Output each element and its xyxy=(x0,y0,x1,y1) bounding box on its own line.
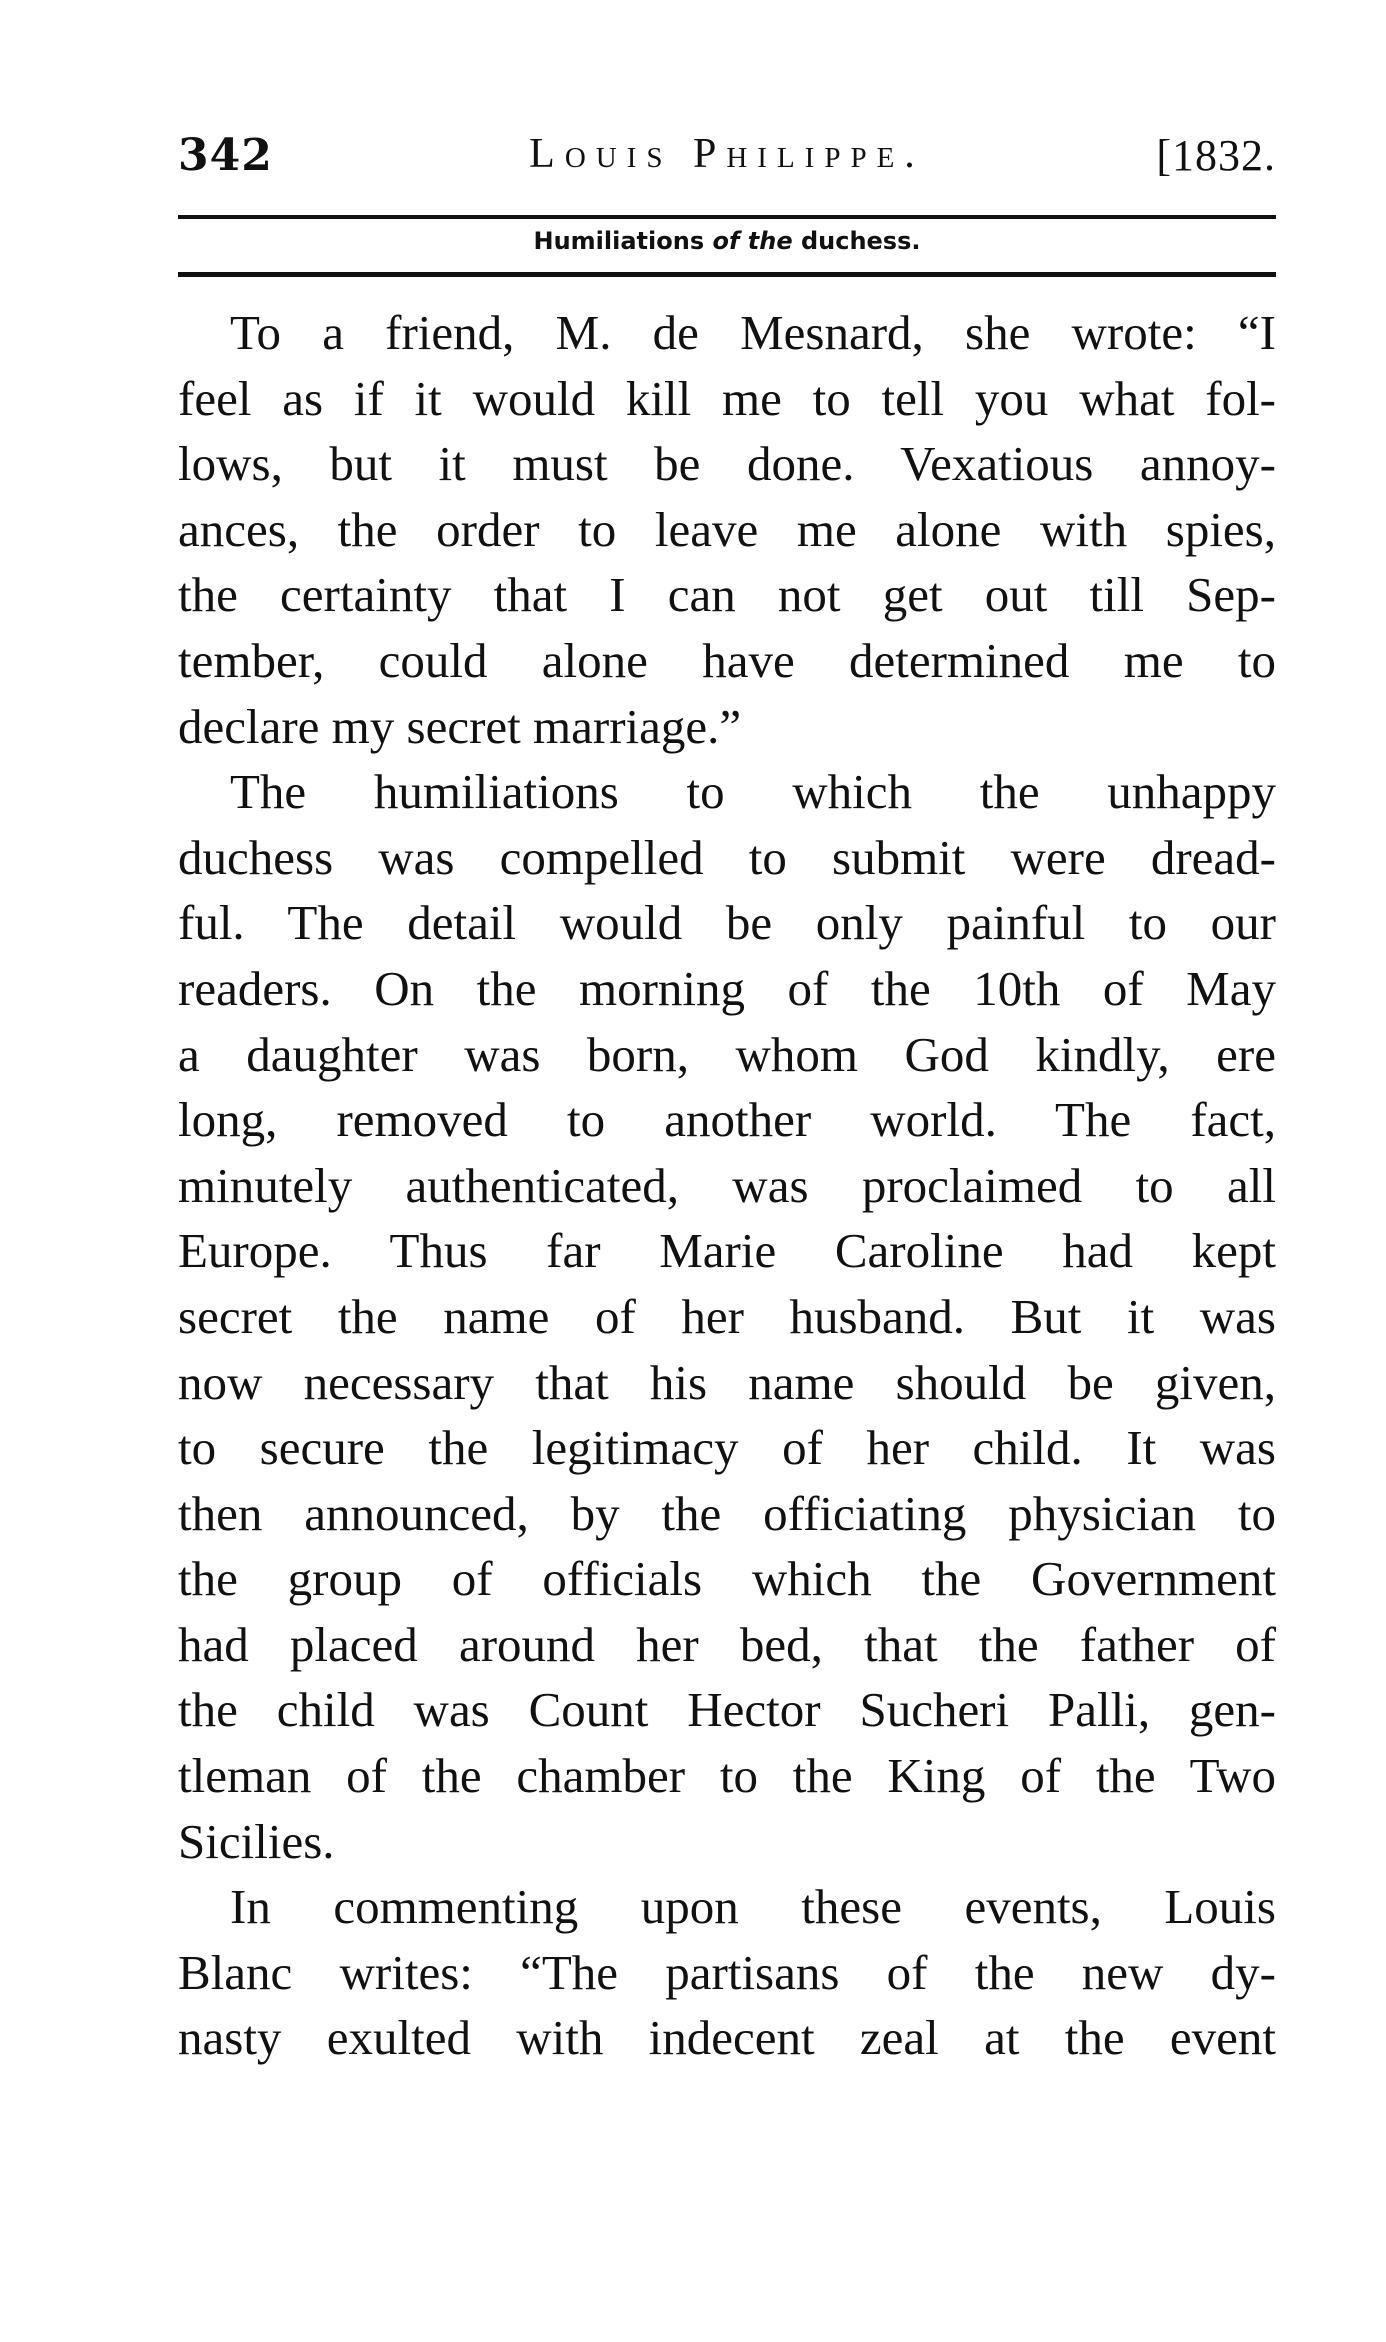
text-line: nasty exulted with indecent zeal at the event xyxy=(178,2010,1276,2066)
text-line: ful. The detail would be only painful to our xyxy=(178,895,1276,951)
text-line: ances, the order to leave me alone with spies, xyxy=(178,501,1276,557)
paragraph-3 xyxy=(178,1874,1276,2071)
text-line: duchess was compelled to submit were dread- xyxy=(178,829,1276,885)
text-line: The humiliations to which the unhappy xyxy=(230,764,1276,820)
running-head xyxy=(178,118,1276,188)
section-subtitle xyxy=(178,227,1276,255)
text-line: Sicilies. xyxy=(178,1813,335,1869)
text-line: Blanc writes: “The partisans of the new dy- xyxy=(178,1944,1276,2000)
paragraph-2 xyxy=(178,759,1276,1874)
subtitle-word-of-the: of the xyxy=(712,227,793,255)
text-line: the group of officials which the Government xyxy=(178,1551,1276,1607)
text-line: a daughter was born, whom God kindly, ere xyxy=(178,1026,1276,1082)
text-line: the certainty that I can not get out till Sep- xyxy=(178,567,1276,623)
text-line: minutely authenticated, was proclaimed to all xyxy=(178,1157,1276,1213)
text-line: declare my secret marriage.” xyxy=(178,698,742,754)
text-line: feel as if it would kill me to tell you what fol- xyxy=(178,370,1276,426)
header-rule-top xyxy=(178,215,1276,219)
text-line: long, removed to another world. The fact, xyxy=(178,1092,1276,1148)
text-line: the child was Count Hector Sucheri Palli, gen- xyxy=(178,1682,1276,1738)
text-line: secret the name of her husband. But it was xyxy=(178,1288,1276,1344)
subtitle-word-duchess: duchess. xyxy=(800,227,921,255)
text-line: tleman of the chamber to the King of the Two xyxy=(178,1748,1276,1804)
book-title: Louis Philippe. xyxy=(529,131,925,177)
text-line: lows, but it must be done. Vexatious annoy- xyxy=(178,436,1276,492)
text-line: To a friend, M. de Mesnard, she wrote: “I xyxy=(230,305,1276,360)
text-line: In commenting upon these events, Louis xyxy=(230,1879,1276,1935)
paragraph-1 xyxy=(178,300,1276,759)
text-line: then announced, by the officiating physician to xyxy=(178,1485,1276,1541)
text-line: Europe. Thus far Marie Caroline had kept xyxy=(178,1223,1276,1279)
text-line: now necessary that his name should be given, xyxy=(178,1354,1276,1410)
body-text xyxy=(178,300,1276,2071)
subtitle-word-humiliations: Humiliations xyxy=(533,227,705,255)
text-line: readers. On the morning of the 10th of May xyxy=(178,960,1276,1016)
header-rule-bottom xyxy=(178,272,1276,277)
text-line: tember, could alone have determined me to xyxy=(178,632,1276,688)
page-number: 342 xyxy=(178,130,273,181)
text-line: to secure the legitimacy of her child. It was xyxy=(178,1420,1276,1476)
year-marker: [1832. xyxy=(1156,131,1276,180)
text-line: had placed around her bed, that the father of xyxy=(178,1616,1276,1672)
